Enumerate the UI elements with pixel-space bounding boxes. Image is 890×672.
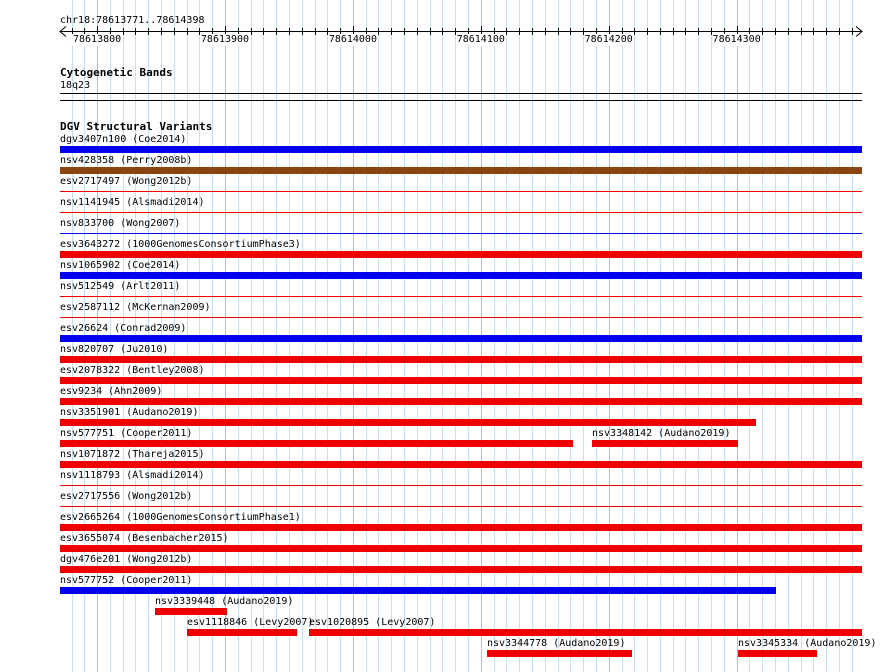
variant-feature[interactable] [60,398,862,405]
variant-label[interactable]: nsv3351901 (Audano2019) [60,407,199,418]
variant-label[interactable]: esv3643272 (1000GenomesConsortiumPhase3) [60,239,301,250]
variant-label[interactable]: esv9234 (Ahn2009) [60,386,163,397]
variant-label[interactable]: nsv577751 (Cooper2011) [60,428,193,439]
variant-label[interactable]: esv3655074 (Besenbacher2015) [60,533,229,544]
variant-label[interactable]: dgv476e201 (Wong2012b) [60,554,193,565]
variant-feature[interactable] [60,461,862,468]
variant-feature[interactable] [60,317,862,318]
variant-feature[interactable] [60,587,776,594]
variant-feature[interactable] [60,566,862,573]
ruler-tick-label: 78614100 [456,34,505,45]
variant-label[interactable]: esv2717497 (Wong2012b) [60,176,193,187]
variant-feature[interactable] [155,608,227,615]
variant-feature[interactable] [60,233,862,234]
variant-label[interactable]: nsv3345334 (Audano2019) [738,638,877,649]
ruler-tick-label: 78614200 [584,34,633,45]
ruler-tick-label: 78614300 [712,34,761,45]
variant-label[interactable]: nsv428358 (Perry2008b) [60,155,193,166]
variant-label[interactable]: nsv512549 (Arlt2011) [60,281,181,292]
variant-label[interactable]: nsv833700 (Wong2007) [60,218,181,229]
variant-feature[interactable] [60,545,862,552]
variant-label[interactable]: esv1020895 (Levy2007) [309,617,436,628]
variant-feature[interactable] [60,440,573,447]
variant-feature[interactable] [187,629,297,636]
ruler-tick-label: 78613900 [200,34,250,45]
variant-feature[interactable] [592,440,738,447]
variant-label[interactable]: esv2717556 (Wong2012b) [60,491,193,502]
ruler-tick-label: 78614000 [328,34,377,45]
variant-feature[interactable] [60,524,862,531]
variant-label[interactable]: nsv3339448 (Audano2019) [155,596,294,607]
variant-feature[interactable] [60,167,862,174]
variant-label[interactable]: esv2665264 (1000GenomesConsortiumPhase1) [60,512,301,523]
cytoband-label: 18q23 [60,80,91,91]
variant-label[interactable]: esv26624 (Conrad2009) [60,323,187,334]
variant-label[interactable]: nsv1118793 (Alsmadi2014) [60,470,205,481]
ruler-tick-label: 78613800 [73,34,122,45]
variant-feature[interactable] [60,506,862,507]
dgv-track-title: DGV Structural Variants [60,120,213,133]
variant-feature[interactable] [738,650,817,657]
variant-feature[interactable] [60,251,862,258]
track-divider [60,100,862,101]
variant-feature[interactable] [60,335,862,342]
variant-label[interactable]: nsv3348142 (Audano2019) [592,428,731,439]
variant-feature[interactable] [60,377,862,384]
variant-feature[interactable] [487,650,632,657]
variant-label[interactable]: nsv1065902 (Coe2014) [60,260,181,271]
variant-feature[interactable] [60,272,862,279]
variant-feature[interactable] [309,629,862,636]
variant-label[interactable]: dgv3407n100 (Coe2014) [60,134,187,145]
variant-label[interactable]: nsv820707 (Ju2010) [60,344,169,355]
variant-feature[interactable] [60,419,756,426]
variant-label[interactable]: esv2587112 (McKernan2009) [60,302,211,313]
variant-label[interactable]: nsv1071872 (Thareja2015) [60,449,205,460]
variant-label[interactable]: nsv577752 (Cooper2011) [60,575,193,586]
variant-label[interactable]: nsv3344778 (Audano2019) [487,638,626,649]
variant-label[interactable]: esv2078322 (Bentley2008) [60,365,205,376]
variant-label[interactable]: esv1118846 (Levy2007) [187,617,314,628]
variant-feature[interactable] [60,212,862,213]
cytogenetic-bands-title: Cytogenetic Bands [60,66,173,79]
variant-feature[interactable] [60,296,862,297]
cytoband-ideogram-line [60,93,862,94]
region-label: chr18:78613771..78614398 [60,15,205,26]
variant-feature[interactable] [60,356,862,363]
variant-feature[interactable] [60,146,862,153]
variant-label[interactable]: nsv1141945 (Alsmadi2014) [60,197,205,208]
variant-feature[interactable] [60,485,862,486]
variant-feature[interactable] [60,191,862,192]
